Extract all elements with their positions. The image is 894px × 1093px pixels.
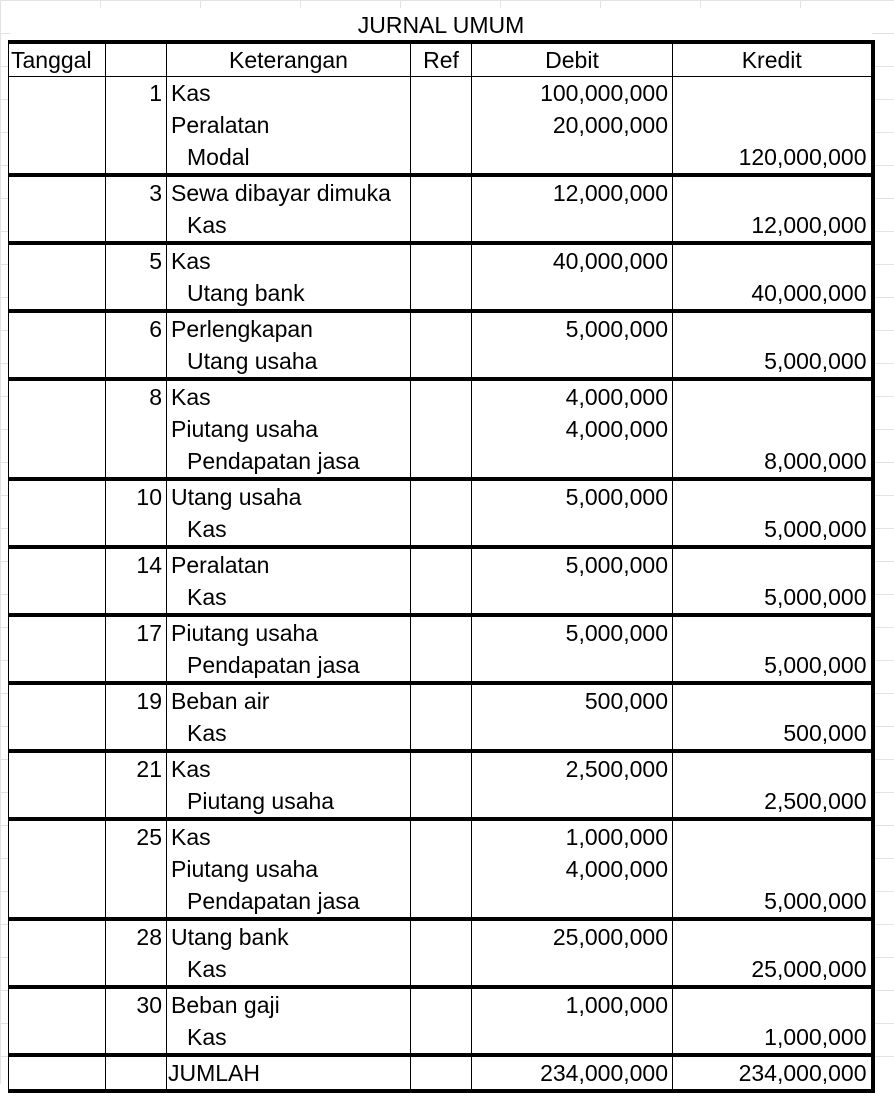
debit-cell[interactable]: [472, 513, 673, 547]
ref-cell[interactable]: [411, 413, 472, 445]
keterangan-cell[interactable]: Peralatan: [167, 109, 411, 141]
debit-cell[interactable]: [472, 953, 673, 987]
journal-row: [9, 413, 873, 445]
ref-cell[interactable]: [411, 1021, 472, 1055]
tanggal-cell[interactable]: [9, 479, 106, 513]
total-debit[interactable]: 234,000,000: [472, 1055, 673, 1091]
tanggal-cell[interactable]: [9, 445, 106, 479]
keterangan-cell[interactable]: Utang usaha: [167, 345, 411, 379]
tanggal-cell[interactable]: [9, 109, 106, 141]
tanggal-cell[interactable]: [9, 785, 106, 819]
tanggal-cell[interactable]: [9, 209, 106, 243]
day-cell[interactable]: 28: [106, 919, 167, 953]
kredit-cell[interactable]: 5,000,000: [673, 513, 873, 547]
ref-cell[interactable]: [411, 379, 472, 413]
keterangan-cell[interactable]: Sewa dibayar dimuka: [167, 175, 411, 209]
journal-row: [9, 819, 873, 853]
day-cell[interactable]: 25: [106, 819, 167, 853]
kredit-cell[interactable]: 25,000,000: [673, 953, 873, 987]
journal-title: JURNAL UMUM: [10, 8, 872, 40]
keterangan-cell[interactable]: Perlengkapan: [167, 311, 411, 345]
tanggal-cell[interactable]: [9, 717, 106, 751]
total-row: [9, 1055, 873, 1091]
kredit-cell[interactable]: [673, 547, 873, 581]
debit-cell[interactable]: 40,000,000: [472, 243, 673, 277]
tanggal-cell[interactable]: [9, 819, 106, 853]
debit-cell[interactable]: 1,000,000: [472, 819, 673, 853]
debit-cell[interactable]: 2,500,000: [472, 751, 673, 785]
ref-cell[interactable]: [411, 785, 472, 819]
tanggal-cell[interactable]: [9, 77, 106, 110]
day-cell[interactable]: [106, 209, 167, 243]
journal-row: [9, 649, 873, 683]
keterangan-cell[interactable]: Kas: [167, 581, 411, 615]
kredit-cell[interactable]: 5,000,000: [673, 345, 873, 379]
day-cell[interactable]: [106, 649, 167, 683]
day-cell[interactable]: 5: [106, 243, 167, 277]
kredit-cell[interactable]: [673, 479, 873, 513]
tanggal-cell[interactable]: [9, 615, 106, 649]
debit-cell[interactable]: 5,000,000: [472, 311, 673, 345]
kredit-cell[interactable]: 40,000,000: [673, 277, 873, 311]
tanggal-cell[interactable]: [9, 581, 106, 615]
day-cell[interactable]: [106, 717, 167, 751]
debit-cell[interactable]: [472, 717, 673, 751]
ref-cell[interactable]: [411, 751, 472, 785]
day-cell[interactable]: [106, 413, 167, 445]
debit-cell[interactable]: 5,000,000: [472, 479, 673, 513]
journal-row: [9, 445, 873, 479]
journal-row: [9, 885, 873, 919]
day-cell[interactable]: 8: [106, 379, 167, 413]
keterangan-cell[interactable]: Kas: [167, 379, 411, 413]
journal-row: [9, 751, 873, 785]
header-row: [9, 42, 873, 77]
ref-cell[interactable]: [411, 683, 472, 717]
ref-cell[interactable]: [411, 77, 472, 110]
ref-cell[interactable]: [411, 277, 472, 311]
keterangan-cell[interactable]: Pendapatan jasa: [167, 649, 411, 683]
kredit-cell[interactable]: [673, 175, 873, 209]
debit-cell[interactable]: [472, 345, 673, 379]
ref-cell[interactable]: [411, 243, 472, 277]
keterangan-cell[interactable]: Kas: [167, 209, 411, 243]
ref-cell[interactable]: [411, 919, 472, 953]
ref-cell[interactable]: [411, 175, 472, 209]
keterangan-cell[interactable]: Pendapatan jasa: [167, 445, 411, 479]
debit-cell[interactable]: [472, 649, 673, 683]
journal-row: [9, 109, 873, 141]
day-cell[interactable]: [106, 885, 167, 919]
tanggal-cell[interactable]: [9, 345, 106, 379]
journal-row: [9, 141, 873, 175]
debit-cell[interactable]: [472, 209, 673, 243]
tanggal-cell[interactable]: [9, 513, 106, 547]
debit-cell[interactable]: 4,000,000: [472, 413, 673, 445]
day-cell[interactable]: [106, 277, 167, 311]
ref-cell[interactable]: [411, 141, 472, 175]
kredit-cell[interactable]: [673, 987, 873, 1021]
keterangan-cell[interactable]: Beban gaji: [167, 987, 411, 1021]
total-label[interactable]: JUMLAH: [167, 1055, 411, 1091]
debit-cell[interactable]: 20,000,000: [472, 109, 673, 141]
day-cell[interactable]: [106, 785, 167, 819]
kredit-cell[interactable]: [673, 413, 873, 445]
journal-row: [9, 547, 873, 581]
tanggal-cell[interactable]: [9, 649, 106, 683]
journal-row: [9, 311, 873, 345]
kredit-cell[interactable]: [673, 379, 873, 413]
kredit-cell[interactable]: [673, 311, 873, 345]
tanggal-cell[interactable]: [9, 547, 106, 581]
tanggal-cell[interactable]: [9, 413, 106, 445]
day-cell[interactable]: 17: [106, 615, 167, 649]
header-day-blank[interactable]: [106, 42, 167, 77]
tanggal-cell[interactable]: [9, 953, 106, 987]
ref-cell[interactable]: [411, 649, 472, 683]
keterangan-cell[interactable]: Piutang usaha: [167, 853, 411, 885]
ref-cell[interactable]: [411, 853, 472, 885]
header-kredit[interactable]: Kredit: [673, 42, 873, 77]
keterangan-cell[interactable]: Kas: [167, 751, 411, 785]
debit-cell[interactable]: 500,000: [472, 683, 673, 717]
day-cell[interactable]: [106, 953, 167, 987]
tanggal-cell[interactable]: [9, 1021, 106, 1055]
day-cell[interactable]: [106, 1021, 167, 1055]
day-cell[interactable]: 6: [106, 311, 167, 345]
tanggal-cell[interactable]: [9, 919, 106, 953]
tanggal-cell[interactable]: [9, 885, 106, 919]
kredit-cell[interactable]: [673, 751, 873, 785]
ref-cell[interactable]: [411, 109, 472, 141]
keterangan-cell[interactable]: Kas: [167, 819, 411, 853]
debit-cell[interactable]: [472, 785, 673, 819]
journal-row: [9, 277, 873, 311]
ref-cell[interactable]: [411, 445, 472, 479]
tanggal-cell[interactable]: [9, 379, 106, 413]
tanggal-cell[interactable]: [9, 141, 106, 175]
day-cell[interactable]: [106, 445, 167, 479]
header-ref[interactable]: Ref: [411, 42, 472, 77]
journal-row: [9, 953, 873, 987]
tanggal-cell[interactable]: [9, 683, 106, 717]
journal-body: [9, 77, 873, 1056]
day-cell[interactable]: 1: [106, 77, 167, 110]
day-cell[interactable]: 21: [106, 751, 167, 785]
day-cell[interactable]: 3: [106, 175, 167, 209]
kredit-cell[interactable]: [673, 615, 873, 649]
kredit-cell[interactable]: 8,000,000: [673, 445, 873, 479]
debit-cell[interactable]: [472, 581, 673, 615]
day-cell[interactable]: [106, 853, 167, 885]
kredit-cell[interactable]: [673, 853, 873, 885]
journal-row: [9, 683, 873, 717]
keterangan-cell[interactable]: Kas: [167, 513, 411, 547]
tanggal-cell[interactable]: [9, 311, 106, 345]
journal-row: [9, 987, 873, 1021]
journal-row: [9, 479, 873, 513]
kredit-cell[interactable]: [673, 819, 873, 853]
journal-row: [9, 919, 873, 953]
journal-row: [9, 581, 873, 615]
day-cell[interactable]: [106, 141, 167, 175]
kredit-cell[interactable]: [673, 109, 873, 141]
kredit-cell[interactable]: [673, 919, 873, 953]
journal-row: [9, 209, 873, 243]
tanggal-cell[interactable]: [9, 751, 106, 785]
journal-row: [9, 345, 873, 379]
kredit-cell[interactable]: [673, 243, 873, 277]
keterangan-cell[interactable]: Kas: [167, 1021, 411, 1055]
kredit-cell[interactable]: 120,000,000: [673, 141, 873, 175]
tanggal-cell[interactable]: [9, 277, 106, 311]
keterangan-cell[interactable]: Utang bank: [167, 277, 411, 311]
ref-cell[interactable]: [411, 953, 472, 987]
debit-cell[interactable]: 12,000,000: [472, 175, 673, 209]
debit-cell[interactable]: 1,000,000: [472, 987, 673, 1021]
ref-cell[interactable]: [411, 345, 472, 379]
day-cell[interactable]: 19: [106, 683, 167, 717]
debit-cell[interactable]: 25,000,000: [472, 919, 673, 953]
kredit-cell[interactable]: [673, 77, 873, 110]
tanggal-cell[interactable]: [9, 853, 106, 885]
keterangan-cell[interactable]: Peralatan: [167, 547, 411, 581]
debit-cell[interactable]: 4,000,000: [472, 379, 673, 413]
journal-row: [9, 785, 873, 819]
debit-cell[interactable]: 4,000,000: [472, 853, 673, 885]
day-cell[interactable]: 10: [106, 479, 167, 513]
kredit-cell[interactable]: 5,000,000: [673, 649, 873, 683]
day-cell[interactable]: [106, 109, 167, 141]
keterangan-cell[interactable]: Kas: [167, 717, 411, 751]
ref-cell[interactable]: [411, 581, 472, 615]
debit-cell[interactable]: 5,000,000: [472, 615, 673, 649]
day-cell[interactable]: 30: [106, 987, 167, 1021]
keterangan-cell[interactable]: Utang usaha: [167, 479, 411, 513]
keterangan-cell[interactable]: Piutang usaha: [167, 413, 411, 445]
keterangan-cell[interactable]: Beban air: [167, 683, 411, 717]
keterangan-cell[interactable]: Modal: [167, 141, 411, 175]
keterangan-cell[interactable]: Kas: [167, 243, 411, 277]
ref-cell[interactable]: [411, 547, 472, 581]
header-debit[interactable]: Debit: [472, 42, 673, 77]
ref-cell[interactable]: [411, 311, 472, 345]
kredit-cell[interactable]: 5,000,000: [673, 885, 873, 919]
kredit-cell[interactable]: 12,000,000: [673, 209, 873, 243]
journal-row: [9, 853, 873, 885]
journal-row: [9, 379, 873, 413]
ref-cell[interactable]: [411, 513, 472, 547]
journal-row: [9, 615, 873, 649]
tanggal-cell[interactable]: [9, 243, 106, 277]
debit-cell[interactable]: 100,000,000: [472, 77, 673, 110]
debit-cell[interactable]: [472, 445, 673, 479]
header-tanggal[interactable]: Tanggal: [9, 42, 106, 77]
journal-row: [9, 77, 873, 110]
day-cell[interactable]: [106, 345, 167, 379]
total-kredit[interactable]: 234,000,000: [673, 1055, 873, 1091]
journal-row: [9, 243, 873, 277]
debit-cell[interactable]: [472, 1021, 673, 1055]
debit-cell[interactable]: [472, 277, 673, 311]
debit-cell[interactable]: 5,000,000: [472, 547, 673, 581]
keterangan-cell[interactable]: Kas: [167, 953, 411, 987]
kredit-cell[interactable]: 5,000,000: [673, 581, 873, 615]
ref-cell[interactable]: [411, 819, 472, 853]
tanggal-cell[interactable]: [9, 987, 106, 1021]
journal-row: [9, 513, 873, 547]
ref-cell[interactable]: [411, 615, 472, 649]
ref-cell[interactable]: [411, 885, 472, 919]
ref-cell[interactable]: [411, 479, 472, 513]
total-day-cell[interactable]: [106, 1055, 167, 1091]
day-cell[interactable]: 14: [106, 547, 167, 581]
tanggal-cell[interactable]: [9, 175, 106, 209]
debit-cell[interactable]: [472, 141, 673, 175]
ref-cell[interactable]: [411, 717, 472, 751]
kredit-cell[interactable]: 500,000: [673, 717, 873, 751]
keterangan-cell[interactable]: Kas: [167, 77, 411, 110]
keterangan-cell[interactable]: Piutang usaha: [167, 615, 411, 649]
keterangan-cell[interactable]: Utang bank: [167, 919, 411, 953]
journal-row: [9, 175, 873, 209]
debit-cell[interactable]: [472, 885, 673, 919]
keterangan-cell[interactable]: Pendapatan jasa: [167, 885, 411, 919]
day-cell[interactable]: [106, 581, 167, 615]
ref-cell[interactable]: [411, 987, 472, 1021]
kredit-cell[interactable]: 1,000,000: [673, 1021, 873, 1055]
total-ref-cell[interactable]: [411, 1055, 472, 1091]
day-cell[interactable]: [106, 513, 167, 547]
journal-table: [8, 40, 875, 1093]
kredit-cell[interactable]: 2,500,000: [673, 785, 873, 819]
total-tanggal-cell[interactable]: [9, 1055, 106, 1091]
kredit-cell[interactable]: [673, 683, 873, 717]
header-keterangan[interactable]: Keterangan: [167, 42, 411, 77]
journal-row: [9, 1021, 873, 1055]
keterangan-cell[interactable]: Piutang usaha: [167, 785, 411, 819]
journal-row: [9, 717, 873, 751]
ref-cell[interactable]: [411, 209, 472, 243]
